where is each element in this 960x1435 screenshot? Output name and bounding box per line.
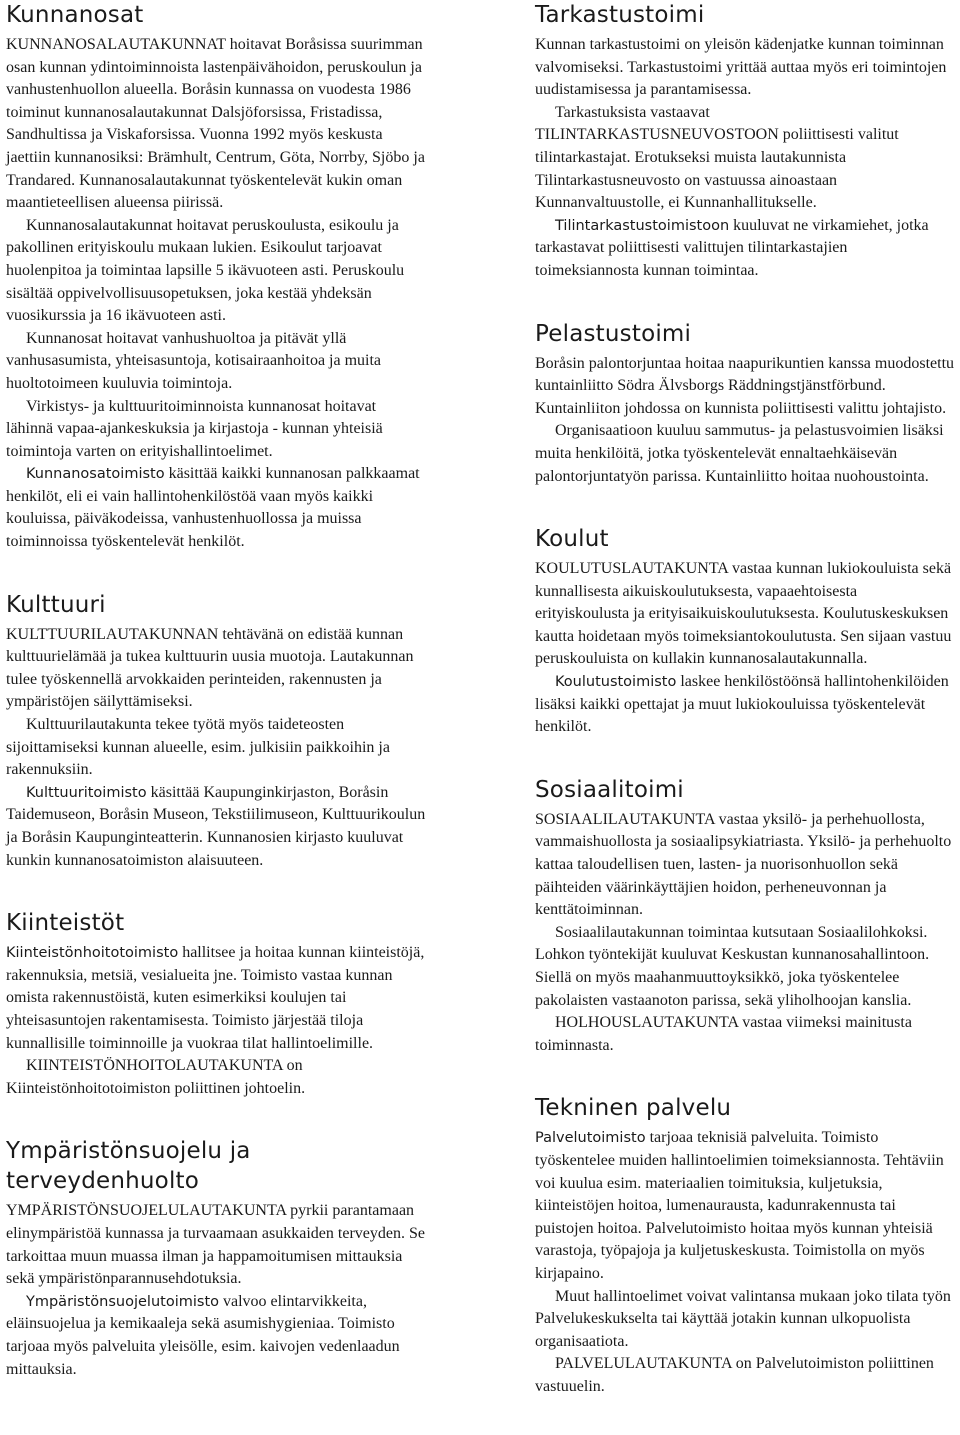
paragraph: Kunnan tarkastustoimi on yleisön kädenjatke kunnan toiminnan valvomiseksi. Tarkastustoimi yrittää auttaa myös eri toimintojen uudistamisessa ja parantamisessa. <box>535 36 947 99</box>
section-sosiaalitoimi <box>535 775 955 1058</box>
section-tarkastustoimi <box>535 0 955 283</box>
paragraph: KIINTEISTÖNHOITOLAUTAKUNTA on Kiinteistönhoitotoimiston poliittinen johtoelin. <box>6 1057 306 1097</box>
paragraph <box>535 671 955 739</box>
paragraph-text: käsittää kaikki kunnanosan palkkaamat henkilöt, eli ei vain hallintohenkilöstöä vaan myös kaikki kouluissa, päiväkodeissa, vanhustenhuollossa ja muissa toiminnoissa työskentelevät henkilöt. <box>6 465 420 551</box>
paragraph: HOLHOUSLAUTAKUNTA vastaa viimeksi mainitusta toiminnasta. <box>535 1014 912 1054</box>
paragraph <box>6 1291 426 1381</box>
paragraph: SOSIAALILAUTAKUNTA vastaa yksilö- ja perhehuollosta, vammaishuollosta ja sosiaalipsykiatriasta. Yksilö- ja perhehuolto kattaa taloudellisen tuen, lasten- ja nuorisonhuollon sekä päihteiden väärinkäyttäjien hoidon, perheneuvonnan ja kenttätoiminnan. <box>535 810 952 919</box>
paragraph: KULTTUURILAUTAKUNNAN tehtävänä on edistää kunnan kulttuurielämää ja tukea kulttuurin uusia muotoja. Lautakunnan tulee työskennellä arvokkaiden perinteiden, rakennusten ja ympäristöjen säilyttämiseksi. <box>6 625 414 711</box>
office-name: Palvelutoimisto <box>535 1130 646 1147</box>
paragraph-text: käsittää Kaupunginkirjaston, Boråsin Taidemuseon, Boråsin Museon, Tekstiilimuseon, Kulttuurikoulun ja Boråsin Kaupunginteatterin. Kunnanosien kirjasto kuuluvat kunkin kunnanosatoimiston alaisuuteen. <box>6 783 426 869</box>
paragraph: YMPÄRISTÖNSUOJELULAUTAKUNTA pyrkii parantamaan elinympäristöä kunnassa ja turvaamaan asukkaiden terveyden. Se tarkoittaa muun muassa ilman ja happamoitumisen mittauksia sekä ympäristönparannusehdotuksia. <box>6 1202 425 1288</box>
paragraph: PALVELULAUTAKUNTA on Palvelutoimiston poliittinen vastuuelin. <box>535 1355 934 1395</box>
heading-ymparisto: Ympäristönsuojelu ja terveydenhuolto <box>6 1138 251 1195</box>
left-column <box>6 0 426 1417</box>
heading-tarkastustoimi: Tarkastustoimi <box>535 2 705 28</box>
heading-tekninen: Tekninen palvelu <box>535 1095 732 1122</box>
office-name: Tilintarkastustoimistoon <box>555 217 730 234</box>
paragraph <box>6 782 426 872</box>
office-name: Kunnanosatoimisto <box>26 466 165 483</box>
section-koulut <box>535 524 955 739</box>
heading-pelastustoimi: Pelastustoimi <box>535 320 692 347</box>
paragraph-text: laskee henkilöstöönsä hallintohenkilöiden lisäksi kaikki opettajat ja muut lukiokouluissa työskentelevät henkilöt. <box>535 673 949 736</box>
paragraph <box>6 463 426 553</box>
office-name: Koulutustoimisto <box>555 674 677 691</box>
paragraph: Sosiaalilautakunnan toimintaa kutsutaan Sosiaalilohkoksi. Lohkon työntekijät kuuluvat Keskustan kunnanosahallintoon. Siellä on myös maahanmuuttoyksikkö, joka työskentelee pakolaisten vastaanoton parissa, sekä yliholhoojan kanslia. <box>535 923 930 1009</box>
heading-sosiaalitoimi: Sosiaalitoimi <box>535 776 684 803</box>
right-column <box>535 0 955 1435</box>
paragraph-text: kuuluvat ne virkamiehet, jotka tarkastavat poliittisesti valittujen tilintarkastajien toimeksiannosta kunnan toimintaa. <box>535 216 929 279</box>
heading-koulut: Koulut <box>535 526 609 553</box>
paragraph: Virkistys- ja kulttuuritoiminnoista kunnanosat hoitavat lähinnä vapaa-ajankeskuksia ja kirjastoja - kunnan yhteisiä toimintoja varten on erityishallintoelimet. <box>6 397 383 460</box>
office-name: Kiinteistönhoitotoimisto <box>6 945 179 962</box>
paragraph: KUNNANOSALAUTAKUNNAT hoitavat Boråsissa suurimman osan kunnan ydintoiminnoista lastenpäivähoidon, peruskoulun ja vanhustenhuollon alueella. Boråsin kunnassa on vuodesta 1986 toiminut kunnanosalautakunnat Dalsjöforsissa, Fristadissa, Sandhultissa ja Viskaforsissa. Vuonna 1992 myös keskusta jaettiin kunnanosiksi: Brämhult, Centrum, Göta, Norrby, Sjöbo ja Trandared. Kunnanosalautakunnat työskentelevät kukin oman maantieteellisen alueensa piirissä. <box>6 36 425 212</box>
paragraph-text: hallitsee ja hoitaa kunnan kiinteistöjä, rakennuksia, metsiä, vesialueita jne. Toimisto vastaa kunnan omista rakennustöistä, kuten esimerkiksi koulujen tai yhteisasuntojen rakentamisesta. Toimisto järjestää tiloja kunnallisille toiminnoille ja vuokraa tilat hallintoelimille. <box>6 944 425 1052</box>
paragraph: Muut hallintoelimet voivat valintansa mukaan joko tilata työn Palvelukeskukselta tai käyttää jotakin kunnan ulkopuolista organisaatiota. <box>535 1287 951 1350</box>
heading-kiinteistot: Kiinteistöt <box>6 910 125 937</box>
paragraph-text: valvoo elintarvikkeita, eläinsuojelua ja kemikaaleja sekä asumishygieniaa. Toimisto tarjoaa myös palveluita yleisölle, esim. kaivojen vedenlaadun mittauksia. <box>6 1292 400 1378</box>
paragraph <box>535 215 955 283</box>
heading-kunnanosat: Kunnanosat <box>6 2 144 28</box>
paragraph: Organisaatioon kuuluu sammutus- ja pelastusvoimien lisäksi muita henkilöitä, jotka työskentelevät ennaltaehkäisevän palontorjuntatyön parissa. Kuntainliitto hoitaa nuohoustointa. <box>535 422 944 485</box>
section-kiinteistot <box>6 908 426 1100</box>
paragraph <box>6 942 426 1055</box>
paragraph: Kunnanosat hoitavat vanhushuoltoa ja pitävät yllä vanhusasumista, yhteisasuntoja, kotisairaanhoitoa ja muita huoltotoimeen kuuluvia toimintoja. <box>6 329 382 392</box>
paragraph: Boråsin palontorjuntaa hoitaa naapurikuntien kanssa muodostettu kuntainliitto Södra Älvsborgs Räddningstjänstförbund. Kuntainliiton johdossa on kunnista poliittisesti valittu johtajisto. <box>535 354 955 417</box>
paragraph: KOULUTUSLAUTAKUNTA vastaa kunnan lukiokouluista sekä kunnallisesta aikuiskoulutuksesta, vapaaehtoisesta erityiskoulusta ja erityisaikuiskoulutuksesta. Koulutuskeskuksen kautta hoidetaan myös toimeksiantokoulutusta. Sen sijaan vastuu peruskouluista on kullakin kunnanosalautakunnalla. <box>535 560 952 668</box>
paragraph: Kulttuurilautakunta tekee työtä myös taideteosten sijoittamiseksi kunnan alueelle, esim. julkisiin paikkoihin ja rakennuksiin. <box>6 716 390 779</box>
section-ymparisto <box>6 1136 426 1381</box>
paragraph-text: tarjoaa teknisiä palveluita. Toimisto työskentelee muiden hallintoelimien toimeksiannosta. Tehtäviin voi kuulua esim. materiaalien toimituksia, kuljetuksia, kiinteistöjen hoitoa, lumenaurausta, kadunrakennusta tai puistojen hoitoa. Palvelutoimisto hoitaa myös kunnan yhteisiä varastoja, työpajoja ja kuljetuskeskusta. Toimistolla on myös kirjapaino. <box>535 1129 944 1282</box>
paragraph <box>535 1127 955 1285</box>
section-kulttuuri <box>6 590 426 873</box>
heading-kulttuuri: Kulttuuri <box>6 591 106 618</box>
section-tekninen <box>535 1093 955 1398</box>
section-kunnanosat <box>6 0 426 554</box>
section-pelastustoimi <box>535 319 955 489</box>
paragraph: Kunnanosalautakunnat hoitavat peruskoulusta, esikoulu ja pakollinen erityiskoulu mukaan lukien. Esikoulut tarjoavat huolenpitoa ja toimintaa lapsille 5 ikävuoteen asti. Peruskoulu sisältää oppivelvollisuusopetuksen, joka kestää yhdeksän vuosikurssia ja 16 ikävuoteen asti. <box>6 216 405 325</box>
office-name: Kulttuuritoimisto <box>26 784 147 801</box>
paragraph: Tarkastuksista vastaavat TILINTARKASTUSNEUVOSTOON poliittisesti valitut tilintarkastajat. Erotukseksi muista lautakunnista Tilintarkastusneuvosto on vastuussa ainoastaan Kunnanvaltuustolle, ei Kunnanhallitukselle. <box>535 103 899 212</box>
office-name: Ympäristönsuojelutoimisto <box>26 1293 219 1310</box>
